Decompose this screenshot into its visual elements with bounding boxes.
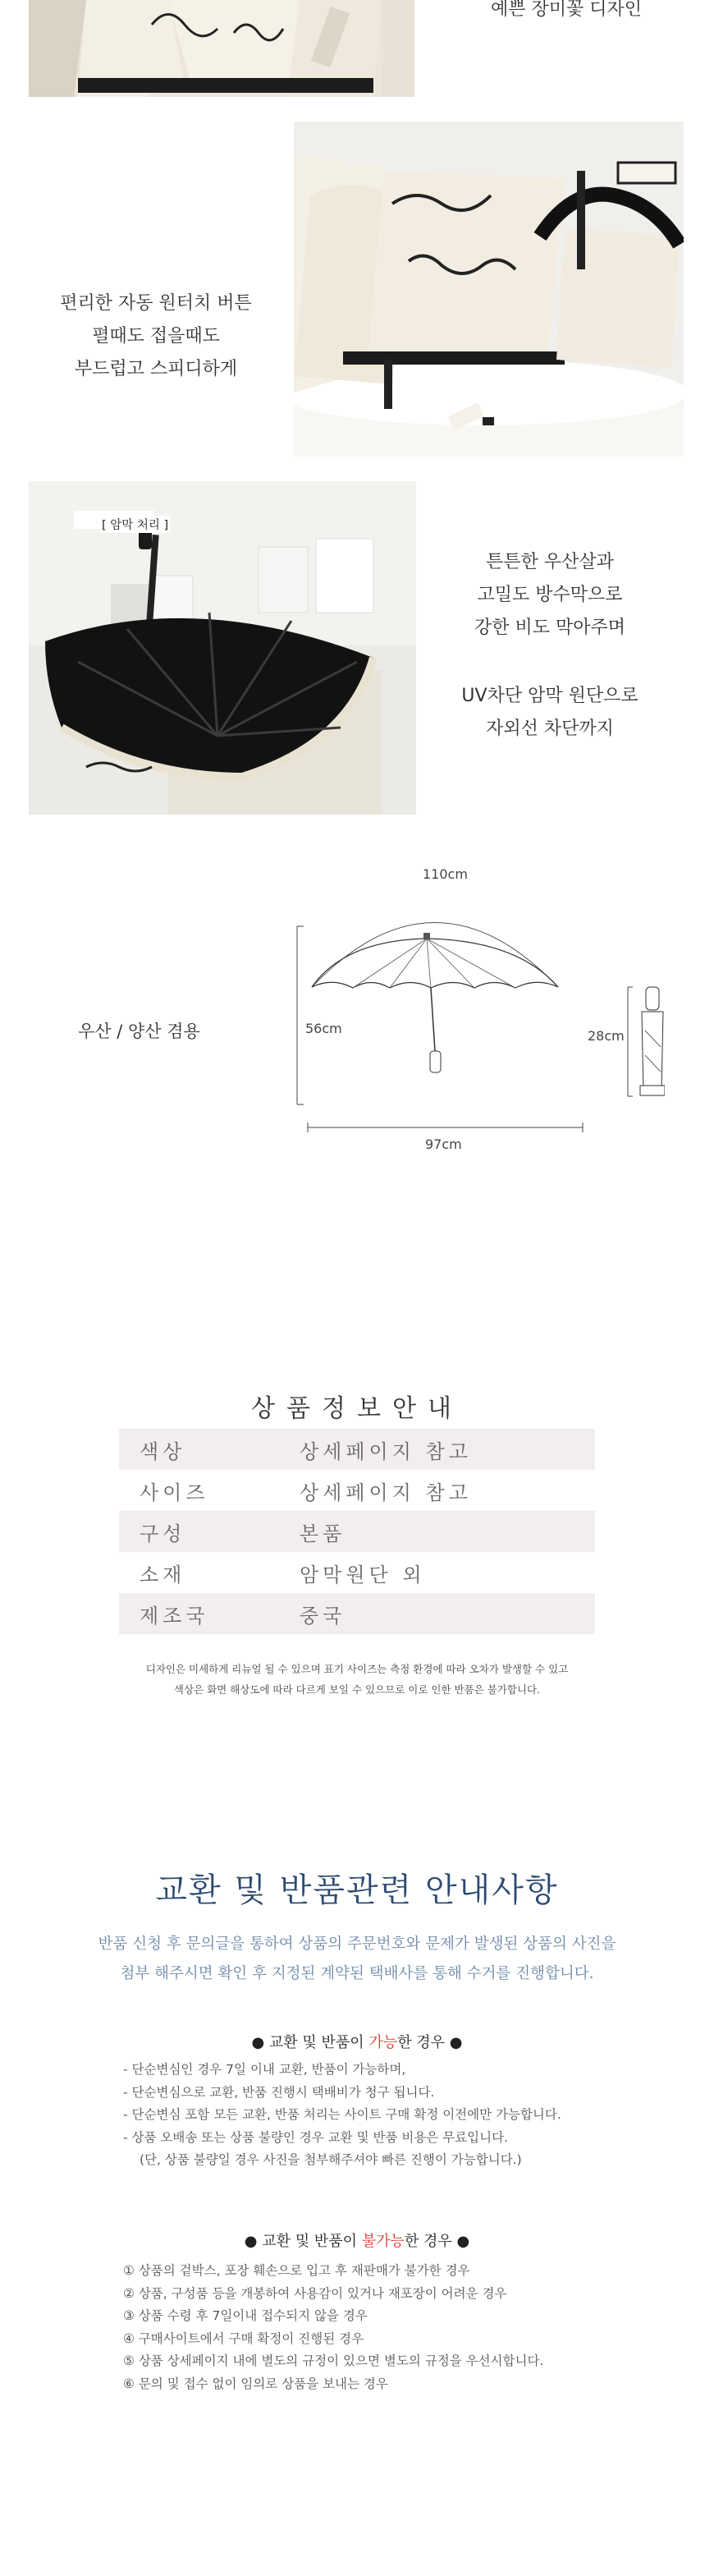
possible-list (123, 2059, 561, 2172)
uv-canopy-photo (29, 481, 416, 815)
spec-value: 중국 (300, 1604, 346, 1628)
product-info-table (119, 1429, 595, 1634)
impossible-list (123, 2260, 543, 2395)
list-item: - 상품 오배송 또는 상품 불량인 경우 교환 및 반품 비용은 무료입니다. (123, 2129, 508, 2145)
exchange-subtitle (0, 1930, 714, 1989)
note-line: 디자인은 미세하게 리뉴얼 될 수 있으며 표기 사이즈는 측정 환경에 따라 오차가 발생할 수 있고 (145, 1663, 569, 1675)
spec-value: 암막원단 외 (300, 1563, 426, 1586)
uv-caption-line: UV차단 암막 원단으로 (461, 686, 638, 706)
possible-heading-pre: ● 교환 및 반품이 (251, 2034, 369, 2051)
possible-heading-emphasis: 가능 (368, 2034, 398, 2051)
impossible-heading-pre: ● 교환 및 반품이 (244, 2233, 362, 2250)
impossible-heading (0, 2229, 714, 2251)
frame-caption-line: 튼튼한 우산살과 (486, 552, 614, 572)
dim-span: 97cm (425, 1136, 462, 1152)
spec-value: 본품 (300, 1522, 346, 1545)
umbrella-dimension-diagram (279, 854, 665, 1166)
impossible-heading-post: 한 경우 ● (404, 2233, 470, 2250)
frame-caption (443, 546, 657, 645)
spec-key: 색상 (140, 1440, 186, 1463)
frame-caption-line: 강한 비도 막아주며 (474, 618, 625, 638)
possible-heading-post: 한 경우 ● (397, 2034, 463, 2051)
product-info-title: 상품정보안내 (251, 1394, 463, 1423)
list-item: ② 상품, 구성품 등을 개봉하여 사용감이 있거나 재포장이 어려운 경우 (123, 2285, 507, 2301)
list-item: ⑥ 문의 및 접수 없이 임의로 상품을 보내는 경우 (123, 2376, 388, 2391)
spec-value: 상세페이지 참고 (300, 1481, 472, 1504)
rose-design-photo (29, 0, 414, 97)
list-item: ① 상품의 겉박스, 포장 훼손으로 입고 후 재판매가 불가한 경우 (123, 2263, 470, 2278)
subtitle-line: 반품 신청 후 문의글을 통하여 상품의 주문번호와 문제가 발생된 상품의 사진을 (98, 1935, 616, 1953)
spec-row-color (119, 1429, 595, 1470)
dim-height: 56cm (305, 1021, 342, 1036)
list-item: - 단순변심 포함 모든 교환, 반품 처리는 사이트 구매 확정 이전에만 가능합니다. (123, 2107, 561, 2122)
subtitle-line: 첨부 해주시면 확인 후 지정된 계약된 택배사를 통해 수거를 진행합니다. (120, 1965, 594, 1982)
frame-caption-line: 고밀도 방수막으로 (477, 585, 623, 605)
auto-caption (49, 287, 263, 386)
list-item: - 단순변심으로 교환, 반품 진행시 택배비가 청구 됩니다. (123, 2084, 435, 2100)
exchange-title: 교환 및 반품관련 안내사항 (155, 1871, 559, 1909)
spec-key: 구성 (140, 1522, 186, 1545)
dim-width: 110cm (420, 866, 470, 882)
auto-caption-line: 펼때도 접을때도 (92, 326, 220, 347)
design-caption: 예쁜 장미꽃 디자인 (490, 0, 642, 20)
dual-use-label: 우산 / 양산 겸용 (78, 1022, 200, 1041)
list-item: (단, 상품 불량일 경우 사진을 첨부해주셔야 빠른 진행이 가능합니다.) (140, 2152, 522, 2167)
spec-key: 제조국 (140, 1604, 209, 1628)
auto-caption-line: 편리한 자동 원터치 버튼 (60, 293, 252, 314)
impossible-heading-emphasis: 불가능 (361, 2233, 405, 2250)
spec-key: 소재 (140, 1563, 186, 1586)
dim-folded: 28cm (588, 1028, 625, 1044)
uv-caption (443, 680, 657, 746)
spec-row-size (119, 1470, 595, 1511)
uv-badge: [ 암막 처리 ] (100, 516, 170, 533)
possible-heading (0, 2031, 714, 2052)
auto-caption-line: 부드럽고 스피디하게 (74, 359, 238, 379)
auto-button-photo (294, 122, 684, 457)
spec-row-material (119, 1552, 595, 1593)
list-item: ⑤ 상품 상세페이지 내에 별도의 규정이 있으면 별도의 규정을 우선시합니다. (123, 2353, 544, 2368)
list-item: - 단순변심인 경우 7일 이내 교환, 반품이 가능하며, (123, 2062, 406, 2077)
uv-caption-line: 자외선 차단까지 (486, 719, 614, 739)
spec-key: 사이즈 (140, 1481, 209, 1504)
product-info-notes (0, 1659, 714, 1700)
list-item: ③ 상품 수령 후 7일이내 접수되지 않을 경우 (123, 2308, 368, 2323)
spec-value: 상세페이지 참고 (300, 1440, 472, 1463)
spec-row-contents (119, 1511, 595, 1552)
note-line: 색상은 화면 해상도에 따라 다르게 보일 수 있으므로 이로 인한 반품은 불가합니다. (173, 1683, 541, 1696)
list-item: ④ 구매사이트에서 구매 확정이 진행된 경우 (123, 2330, 364, 2346)
spec-row-origin (119, 1593, 595, 1634)
